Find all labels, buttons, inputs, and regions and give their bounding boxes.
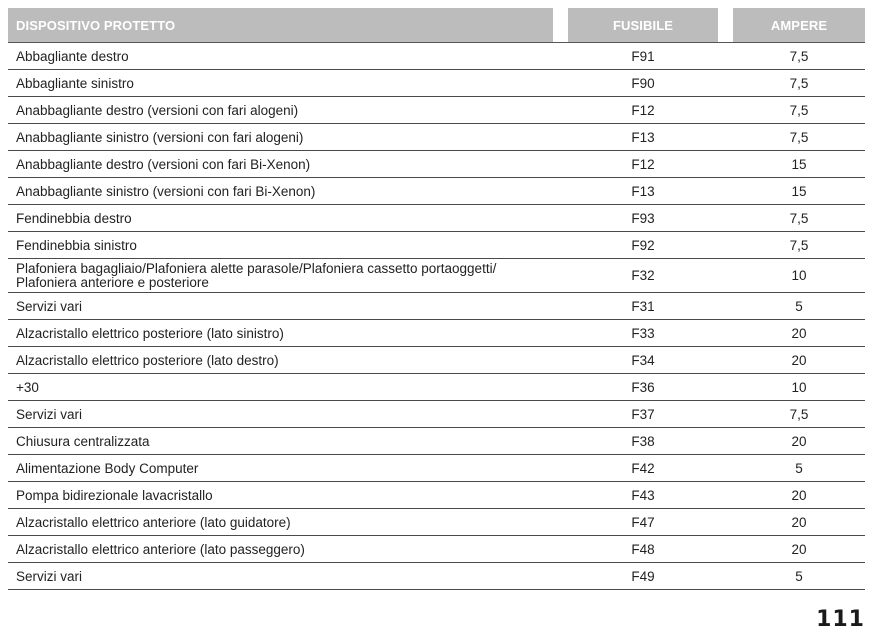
table-row [8,97,865,124]
fuse-cell: F43 [553,482,733,509]
table-row [8,151,865,178]
device-cell: Alzacristallo elettrico anteriore (lato passeggero) [8,536,553,563]
table-row [8,232,865,259]
ampere-cell: 7,5 [733,124,865,151]
ampere-cell: 7,5 [733,232,865,259]
fuse-cell: F13 [553,178,733,205]
table-row [8,124,865,151]
fuse-table-body [8,43,865,590]
device-cell: Fendinebbia destro [8,205,553,232]
table-row [8,401,865,428]
header-gap [553,8,568,43]
table-row [8,563,865,590]
table-row [8,347,865,374]
table-row [8,205,865,232]
fuse-cell: F38 [553,428,733,455]
header-row [8,8,865,43]
fuse-cell: F47 [553,509,733,536]
ampere-cell: 5 [733,455,865,482]
fuse-cell: F93 [553,205,733,232]
table-row [8,536,865,563]
ampere-cell: 10 [733,374,865,401]
fuse-cell: F36 [553,374,733,401]
device-cell: Anabbagliante sinistro (versioni con fari alogeni) [8,124,553,151]
fuse-cell: F90 [553,70,733,97]
table-row [8,374,865,401]
ampere-cell: 20 [733,536,865,563]
table-row [8,482,865,509]
page-number: 111 [816,607,865,632]
fuse-cell: F33 [553,320,733,347]
device-cell: +30 [8,374,553,401]
device-cell [8,259,553,293]
ampere-cell: 7,5 [733,97,865,124]
ampere-cell: 10 [733,259,865,293]
fuse-cell: F42 [553,455,733,482]
device-cell: Alzacristallo elettrico anteriore (lato guidatore) [8,509,553,536]
fuse-cell: F49 [553,563,733,590]
ampere-cell: 20 [733,482,865,509]
table-row [8,43,865,70]
device-cell: Servizi vari [8,563,553,590]
device-cell-line-2: Plafoniera anteriore e posteriore [16,274,209,290]
device-cell: Abbagliante destro [8,43,553,70]
fuse-table [8,8,865,590]
fuse-cell: F32 [553,259,733,293]
ampere-cell: 20 [733,509,865,536]
ampere-cell: 5 [733,563,865,590]
ampere-cell: 7,5 [733,401,865,428]
device-cell: Servizi vari [8,293,553,320]
ampere-cell: 20 [733,320,865,347]
ampere-cell: 15 [733,178,865,205]
fuse-cell: F12 [553,151,733,178]
device-cell: Pompa bidirezionale lavacristallo [8,482,553,509]
device-cell: Abbagliante sinistro [8,70,553,97]
device-cell: Servizi vari [8,401,553,428]
device-cell: Alzacristallo elettrico posteriore (lato sinistro) [8,320,553,347]
table-row [8,70,865,97]
fuse-cell: F31 [553,293,733,320]
fuse-cell: F48 [553,536,733,563]
table-row [8,455,865,482]
device-cell: Anabbagliante sinistro (versioni con fari Bi-Xenon) [8,178,553,205]
fuse-cell: F92 [553,232,733,259]
fuse-table-header [8,8,865,43]
ampere-cell: 7,5 [733,205,865,232]
fuse-cell: F13 [553,124,733,151]
column-header-ampere: AMPERE [733,8,865,43]
header-gap [718,8,733,43]
ampere-cell: 5 [733,293,865,320]
table-row [8,509,865,536]
column-header-fuse: FUSIBILE [568,8,718,43]
fuse-cell: F34 [553,347,733,374]
ampere-cell: 20 [733,428,865,455]
device-cell: Fendinebbia sinistro [8,232,553,259]
table-row [8,259,865,293]
ampere-cell: 7,5 [733,70,865,97]
ampere-cell: 15 [733,151,865,178]
fuse-cell: F12 [553,97,733,124]
device-cell: Alzacristallo elettrico posteriore (lato destro) [8,347,553,374]
device-cell: Anabbagliante destro (versioni con fari alogeni) [8,97,553,124]
table-row [8,428,865,455]
device-cell: Alimentazione Body Computer [8,455,553,482]
device-cell: Chiusura centralizzata [8,428,553,455]
column-header-device: DISPOSITIVO PROTETTO [8,8,553,43]
table-row [8,293,865,320]
device-cell: Anabbagliante destro (versioni con fari Bi-Xenon) [8,151,553,178]
fuse-cell: F91 [553,43,733,70]
ampere-cell: 20 [733,347,865,374]
ampere-cell: 7,5 [733,43,865,70]
device-cell-line-1: Plafoniera bagagliaio/Plafoniera alette parasole/Plafoniera cassetto portaoggetti/ [16,260,497,276]
table-row [8,178,865,205]
fuse-cell: F37 [553,401,733,428]
table-row [8,320,865,347]
